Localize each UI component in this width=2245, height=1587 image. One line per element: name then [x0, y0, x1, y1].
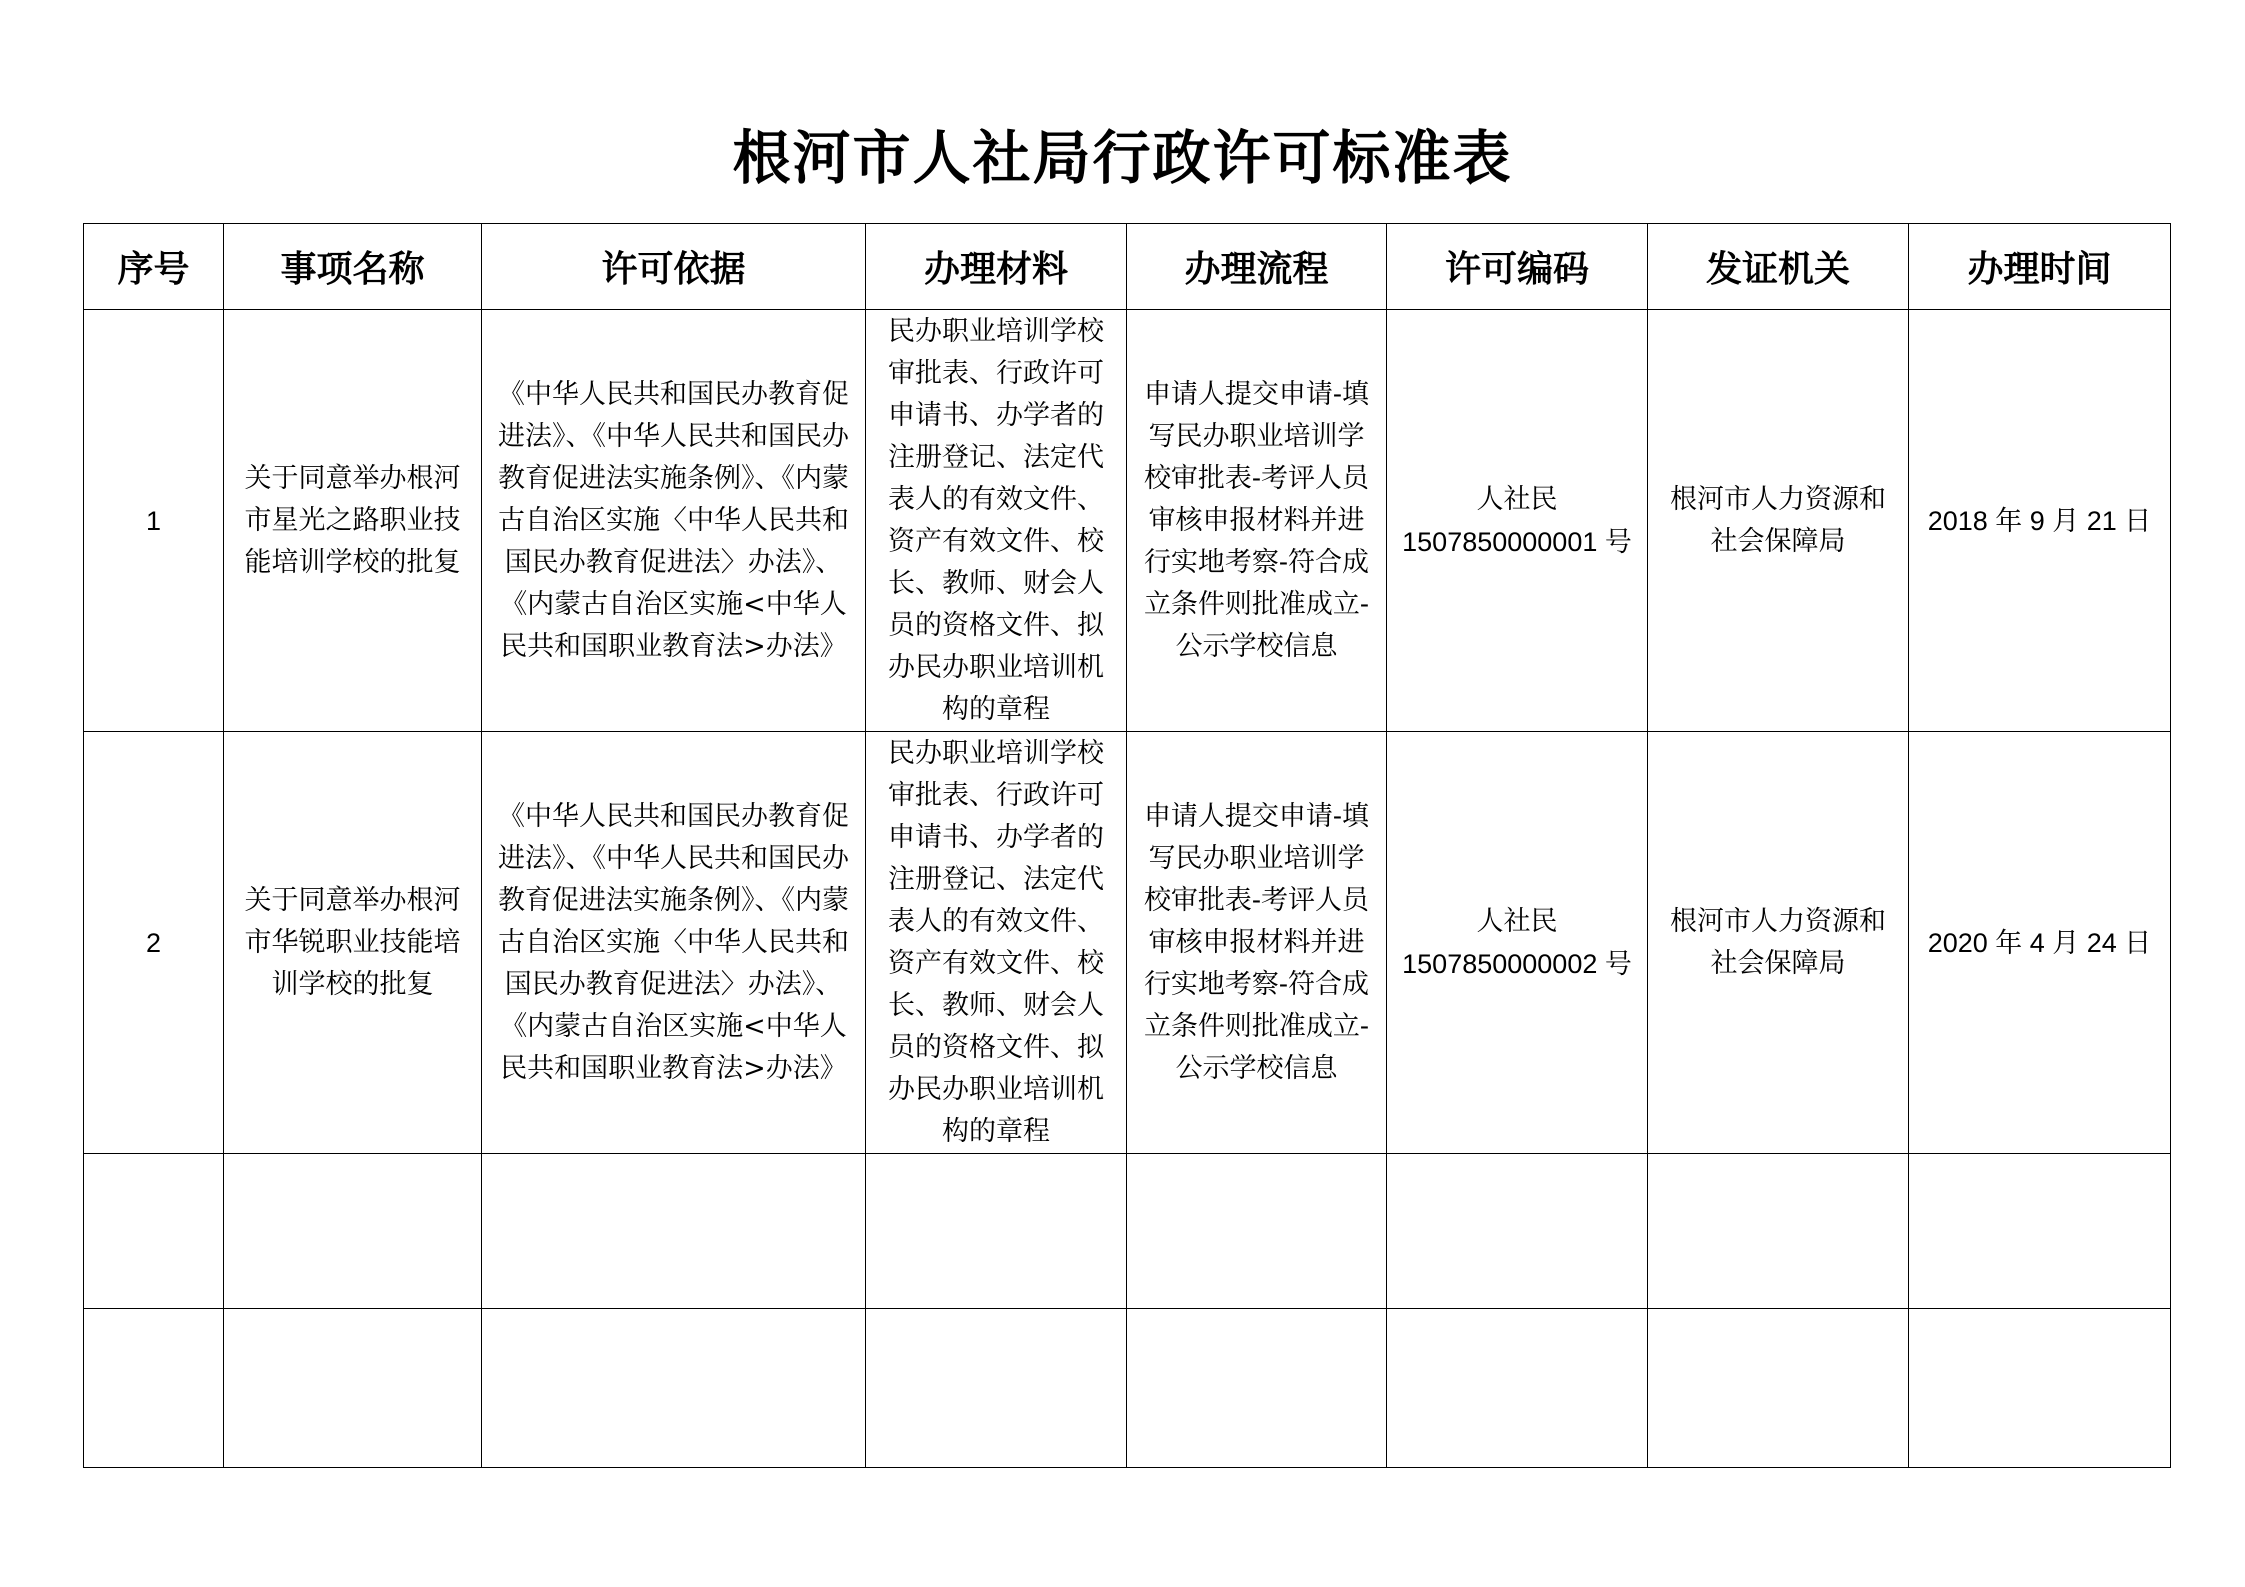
- row-materials: 民办职业培训学校审批表、行政许可申请书、办学者的注册登记、法定代表人的有效文件、资产有效文件、校长、教师、财会人员的资格文件、拟办民办职业培训机构的章程: [866, 310, 1127, 732]
- row-authority: 根河市人力资源和社会保障局: [1648, 310, 1909, 732]
- empty-cell: [482, 1154, 866, 1309]
- header-code: 许可编码: [1387, 224, 1648, 310]
- row-process: 申请人提交申请-填写民办职业培训学校审批表-考评人员审核申报材料并进行实地考察-符合成立条件则批准成立-公示学校信息: [1127, 310, 1387, 732]
- row-basis: 《中华人民共和国民办教育促进法》、《中华人民共和国民办教育促进法实施条例》、《内蒙古自治区实施〈中华人民共和国民办教育促进法〉办法》、《内蒙古自治区实施<中华人民共和国职业教育法>办法》: [482, 310, 866, 732]
- empty-cell: [866, 1154, 1127, 1309]
- row-basis: 《中华人民共和国民办教育促进法》、《中华人民共和国民办教育促进法实施条例》、《内蒙古自治区实施〈中华人民共和国民办教育促进法〉办法》、《内蒙古自治区实施<中华人民共和国职业教育法>办法》: [482, 732, 866, 1154]
- row-date: 2020 年 4 月 24 日: [1909, 732, 2171, 1154]
- empty-table-row: [84, 1309, 2171, 1468]
- row-code: 1507850000002 号: [1402, 948, 1632, 979]
- row-code-prefix: 人社民: [1476, 483, 1558, 515]
- row-authority: 根河市人力资源和社会保障局: [1648, 732, 1909, 1154]
- page-title: 根河市人社局行政许可标准表: [732, 124, 1513, 192]
- row-item-name: 关于同意举办根河市华锐职业技能培训学校的批复: [224, 732, 482, 1154]
- empty-table-row: [84, 1154, 2171, 1309]
- empty-cell: [224, 1154, 482, 1309]
- header-date: 办理时间: [1909, 224, 2171, 310]
- empty-cell: [482, 1309, 866, 1468]
- header-authority: 发证机关: [1648, 224, 1909, 310]
- row-date: 2018 年 9 月 21 日: [1909, 310, 2171, 732]
- header-index: 序号: [84, 224, 224, 310]
- empty-cell: [1648, 1309, 1909, 1468]
- empty-cell: [84, 1309, 224, 1468]
- row-index: 1: [84, 310, 224, 732]
- row-materials: 民办职业培训学校审批表、行政许可申请书、办学者的注册登记、法定代表人的有效文件、资产有效文件、校长、教师、财会人员的资格文件、拟办民办职业培训机构的章程: [866, 732, 1127, 1154]
- empty-cell: [84, 1154, 224, 1309]
- empty-cell: [866, 1309, 1127, 1468]
- header-process: 办理流程: [1127, 224, 1387, 310]
- header-item-name: 事项名称: [224, 224, 482, 310]
- table-header-row: [84, 224, 2171, 310]
- row-code-cell: [1387, 310, 1648, 732]
- row-code-prefix: 人社民: [1476, 905, 1558, 937]
- row-item-name: 关于同意举办根河市星光之路职业技能培训学校的批复: [224, 310, 482, 732]
- empty-cell: [1648, 1154, 1909, 1309]
- row-code: 1507850000001 号: [1402, 526, 1632, 557]
- empty-cell: [1387, 1309, 1648, 1468]
- empty-cell: [1909, 1154, 2171, 1309]
- table-row: [84, 732, 2171, 1154]
- empty-cell: [1909, 1309, 2171, 1468]
- empty-cell: [1387, 1154, 1648, 1309]
- header-materials: 办理材料: [866, 224, 1127, 310]
- row-process: 申请人提交申请-填写民办职业培训学校审批表-考评人员审核申报材料并进行实地考察-符合成立条件则批准成立-公示学校信息: [1127, 732, 1387, 1154]
- empty-cell: [1127, 1154, 1387, 1309]
- table-row: [84, 310, 2171, 732]
- header-basis: 许可依据: [482, 224, 866, 310]
- empty-cell: [1127, 1309, 1387, 1468]
- row-index: 2: [84, 732, 224, 1154]
- empty-cell: [224, 1309, 482, 1468]
- row-code-cell: [1387, 732, 1648, 1154]
- permit-table: [83, 223, 2171, 1468]
